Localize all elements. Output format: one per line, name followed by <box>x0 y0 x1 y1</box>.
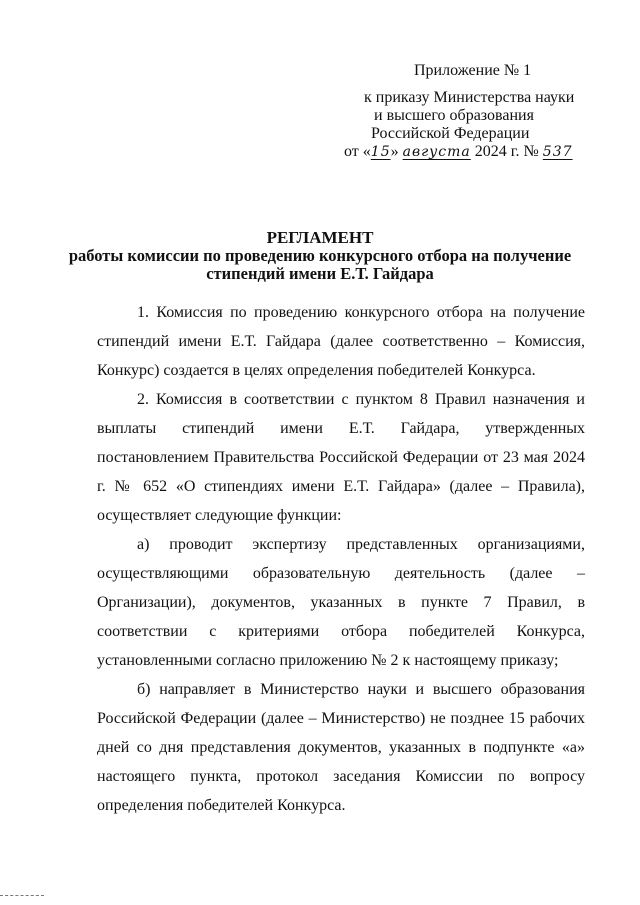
bottom-edge-mark <box>0 895 44 900</box>
appendix-line-1: к приказу Министерства науки <box>364 89 575 106</box>
order-date-line <box>344 143 574 161</box>
date-mid: » <box>390 143 403 160</box>
appendix-line-3: Российской Федерации <box>371 125 530 142</box>
paragraph-2: 2. Комиссия в соответствии с пунктом 8 Правил назначения и выплаты стипендий имени Е.Т. Гайдара, утвержденных постановлением Правительства Российской Федерации от 23 мая 2024 г. № 652 «О стипендиях имени Е.Т. Гайдара» (далее – Правила), осуществляет следующие функции: <box>97 391 585 524</box>
document-title <box>0 229 640 283</box>
appendix-header <box>344 62 574 161</box>
date-month-handwritten: августа <box>402 144 471 160</box>
date-prefix: от « <box>344 143 371 160</box>
appendix-line-2: и высшего образования <box>374 107 534 124</box>
title-sub-line-1: работы комиссии по проведению конкурсного отбора на получение <box>68 246 572 265</box>
subitem-a: а) проводит экспертизу представленных организациями, осуществляющими образовательную деятельность (далее – Организации), документов, указанных в пункте 7 Правил, в соответствии с критериями отбора победителей Конкурса, установленными согласно приложению № 2 к настоящему приказу; <box>97 536 585 669</box>
date-day-handwritten: 15 <box>370 144 391 160</box>
title-main: РЕГЛАМЕНТ <box>266 228 374 247</box>
title-sub-line-2: стипендий имени Е.Т. Гайдара <box>206 264 434 283</box>
order-number-handwritten: 537 <box>542 144 573 160</box>
subitem-b: б) направляет в Министерство науки и высшего образования Российской Федерации (далее – Министерство) не позднее 15 рабочих дней со дня представления документов, указанных в подпункте «а» настоящего пункта, протокол заседания Комиссии по вопросу определения победителей Конкурса. <box>97 681 585 814</box>
paragraph-1: 1. Комиссия по проведению конкурсного отбора на получение стипендий имени Е.Т. Гайдара (далее соответственно – Комиссия, Конкурс) создается в целях определения победителей Конкурса. <box>97 304 585 379</box>
document-body <box>97 298 585 820</box>
date-year: 2024 г. № <box>470 143 543 160</box>
appendix-label: Приложение № 1 <box>414 62 532 79</box>
